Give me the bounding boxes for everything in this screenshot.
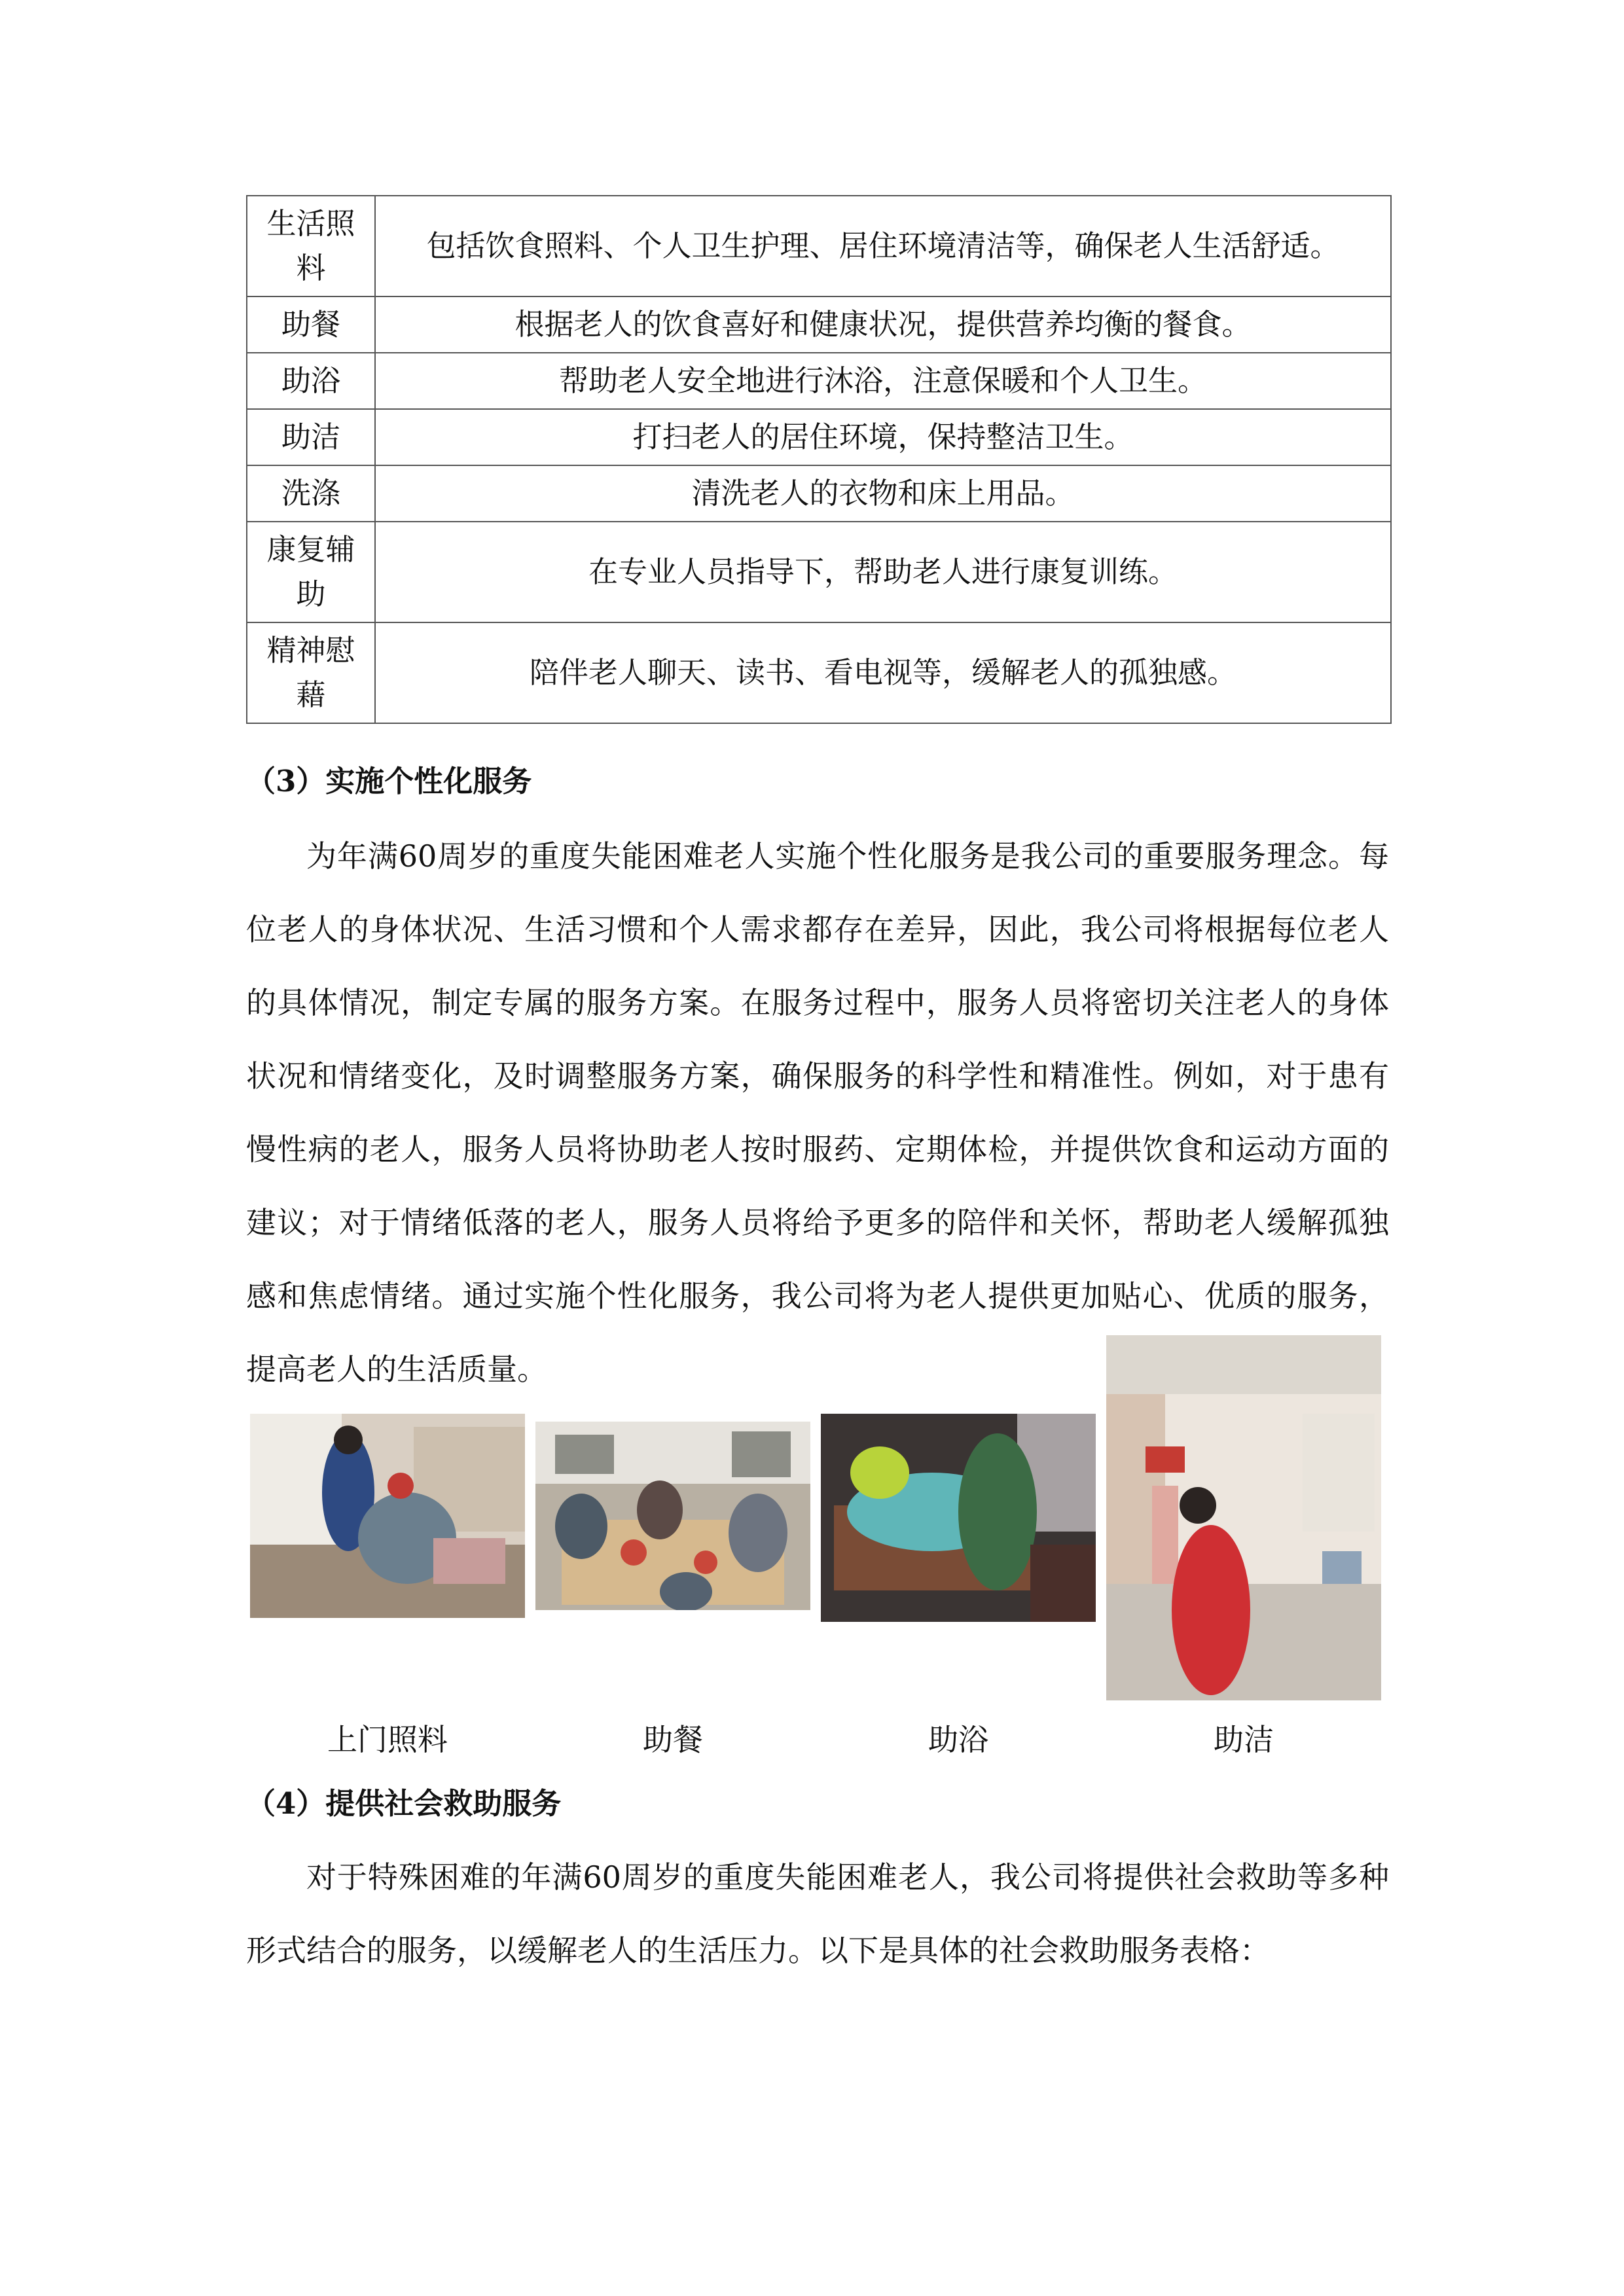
body-paragraph: 对于特殊困难的年满60周岁的重度失能困难老人，我公司将提供社会救助等多种形式结合的服务，以缓解老人的生活压力。以下是具体的社会救助服务表格：	[246, 1859, 1389, 1968]
home-care-photo	[250, 1414, 525, 1618]
cleaning-assistance-photo	[1106, 1335, 1381, 1700]
service-name: 洗涤	[247, 465, 375, 522]
service-desc: 包括饮食照料、个人卫生护理、居住环境清洁等，确保老人生活舒适。	[375, 196, 1391, 296]
service-desc: 打扫老人的居住环境，保持整洁卫生。	[375, 409, 1391, 465]
table-row	[247, 622, 1391, 723]
table-row	[247, 296, 1391, 353]
photo-caption: 助洁	[1214, 1722, 1274, 1757]
table-row	[247, 353, 1391, 409]
service-name: 精神慰藉	[247, 622, 375, 723]
photo-caption: 助餐	[643, 1722, 703, 1757]
service-desc: 清洗老人的衣物和床上用品。	[375, 465, 1391, 522]
service-name: 助餐	[247, 296, 375, 353]
service-desc: 陪伴老人聊天、读书、看电视等，缓解老人的孤独感。	[375, 622, 1391, 723]
service-table	[246, 195, 1392, 724]
body-paragraph: 为年满60周岁的重度失能困难老人实施个性化服务是我公司的重要服务理念。每位老人的身体状况、生活习惯和个人需求都存在差异，因此，我公司将根据每位老人的具体情况，制定专属的服务方案。在服务过程中，服务人员将密切关注老人的身体状况和情绪变化，及时调整服务方案，确保服务的科学性和精准性。例如，对于患有慢性病的老人，服务人员将协助老人按时服药、定期体检，并提供饮食和运动方面的建议；对于情绪低落的老人，服务人员将给予更多的陪伴和关怀，帮助老人缓解孤独感和焦虑情绪。通过实施个性化服务，我公司将为老人提供更加贴心、优质的服务，提高老人的生活质量。	[246, 838, 1389, 1387]
service-name: 生活照料	[247, 196, 375, 296]
section-heading: （3）实施个性化服务	[246, 764, 532, 798]
table-row	[247, 465, 1391, 522]
service-name: 康复辅助	[247, 522, 375, 622]
meal-assistance-photo	[535, 1422, 810, 1610]
section-heading: （4）提供社会救助服务	[246, 1786, 562, 1821]
service-name: 助浴	[247, 353, 375, 409]
bathing-assistance-photo	[821, 1414, 1096, 1622]
service-name: 助洁	[247, 409, 375, 465]
table-row	[247, 196, 1391, 296]
service-desc: 在专业人员指导下，帮助老人进行康复训练。	[375, 522, 1391, 622]
photo-caption: 助浴	[928, 1722, 988, 1757]
service-desc: 帮助老人安全地进行沐浴，注意保暖和个人卫生。	[375, 353, 1391, 409]
service-desc: 根据老人的饮食喜好和健康状况，提供营养均衡的餐食。	[375, 296, 1391, 353]
table-row	[247, 522, 1391, 622]
photo-caption: 上门照料	[327, 1722, 448, 1757]
table-row	[247, 409, 1391, 465]
